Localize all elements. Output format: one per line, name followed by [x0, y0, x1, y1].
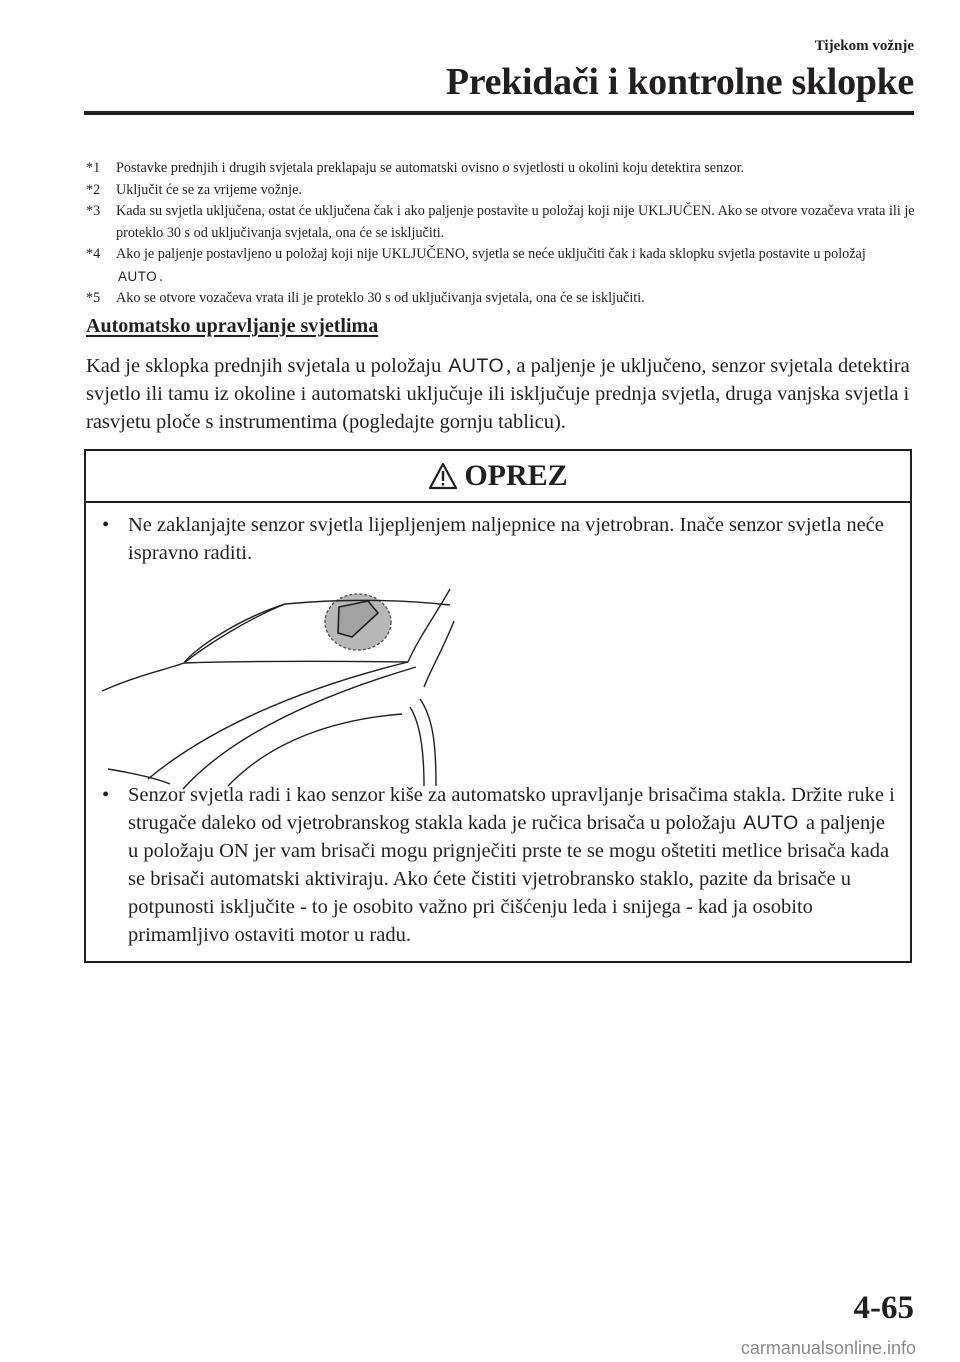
page-number: 4-65	[853, 1290, 914, 1326]
caution-bullet: • Ne zaklanjajte senzor svjetla lijepljenjem naljepnice na vjetrobran. Inače senzor svjetla neće ispravno raditi.	[102, 514, 884, 564]
caution-title: OPREZ	[464, 459, 568, 492]
footnote: *4 Ako je paljenje postavljeno u položaj koji nije UKLJUČENO, svjetla se neće uključiti čak i kada sklopku svjetla postavite u položaj AUTO .	[86, 246, 866, 285]
header-rule	[84, 111, 914, 115]
warning-triangle-icon	[428, 462, 458, 490]
footnote: *2 Uključit će se za vrijeme vožnje.	[86, 181, 302, 198]
footnote: *5 Ako se otvore vozačeva vrata ili je proteklo 30 s od uključivanja svjetala, ona će se isključiti.	[86, 290, 645, 306]
footnote: *1 Postavke prednjih i drugih svjetala preklapaju se automatski ovisno o svjetlosti u okolini koju detektira senzor.	[86, 160, 745, 176]
footnotes	[86, 158, 916, 310]
auto-position-label: AUTO	[118, 268, 158, 284]
watermark: carmanualsonline.info	[740, 1338, 916, 1358]
page-title: Prekidači i kontrolne sklopke	[445, 61, 914, 103]
caution-box	[84, 449, 912, 963]
auto-position-label: AUTO	[743, 812, 799, 834]
windshield-sensor-illustration	[98, 579, 458, 794]
caution-header	[86, 451, 910, 503]
footnote: *3 Kada su svjetla uključena, ostat će uključena čak i ako paljenje postavite u položaj koji nije UKLJUČEN. Ako se otvore vozačeva vrata ili je proteklo 30 s od uključivanja svjetala, ona će se isključiti.	[86, 203, 915, 241]
section-paragraph: Kad je sklopka prednjih svjetala u položaju AUTO, a paljenje je uključeno, senzor svjetala detektira svjetlo ili tamu iz okoline i automatski uključuje ili isključuje prednja svjetla, druga vanjska svjetla i rasvjetu ploče s instrumentima (pogledajte gornju tablicu).	[86, 355, 910, 433]
running-header-section: Tijekom vožnje	[814, 38, 914, 54]
auto-position-label: AUTO	[448, 355, 505, 377]
caution-bullet: • Senzor svjetla radi i kao senzor kiše za automatsko upravljanje brisačima stakla. Držite ruke i strugače daleko od vjetrobranskog stakla kada je ručica brisača u položaju AUTO a paljenje u položaju ON jer vam brisači mogu prignječiti prste te se mogu oštetiti metlice brisača kada se brisači automatski aktiviraju. Ako ćete čistiti vjetrobransko staklo, pazite da brisače u potpunosti isključite - to je osobito važno pri čišćenju leda i snijega - kad ja osobito primamljivo ostaviti motor u radu.	[102, 784, 895, 946]
section-heading: Automatsko upravljanje svjetlima	[86, 315, 379, 337]
